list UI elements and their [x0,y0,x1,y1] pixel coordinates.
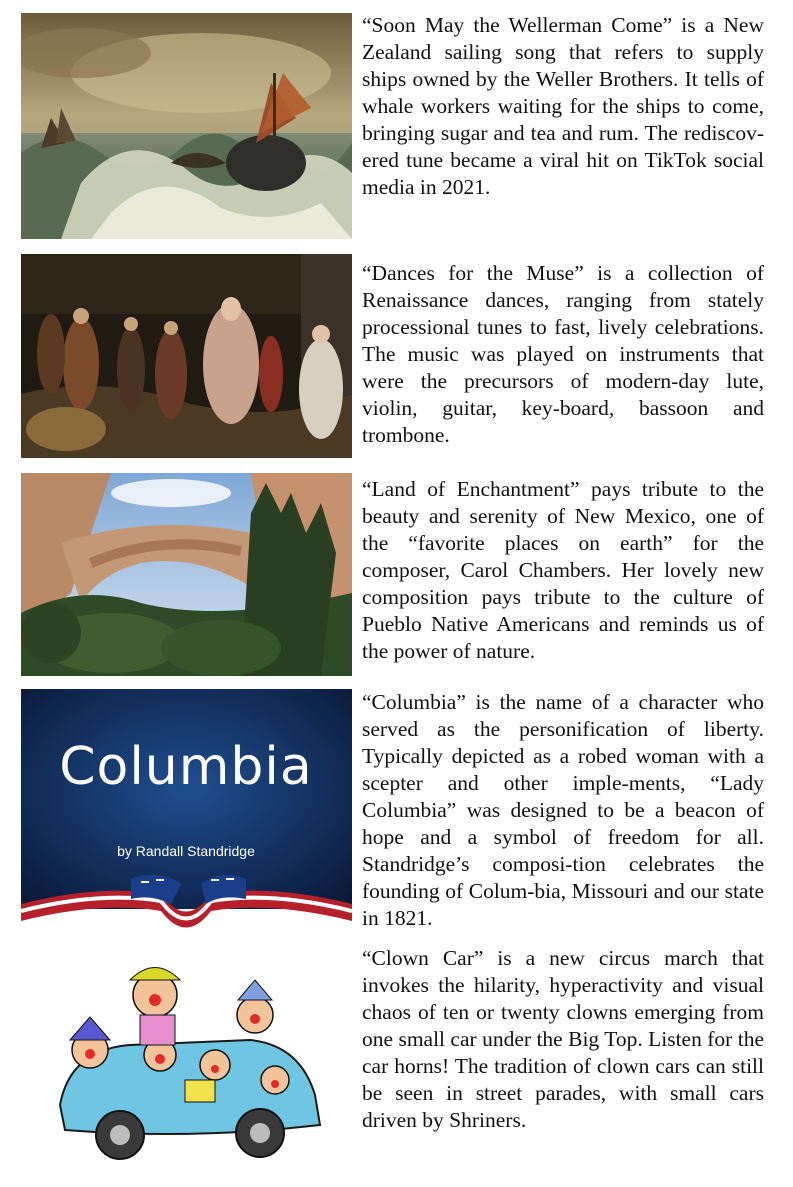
whaling-painting-image [21,13,352,239]
entry-description: “Dances for the Muse” is a collection of Renaissance dances, ranging from stately processional tunes to fast, lively celebrations. The music was played on instruments that were the precursors of modern-day lute, violin, guitar, key-board, bassoon and trombone. [362,261,764,447]
clown-car-cartoon-image [40,955,330,1165]
new-mexico-arch-photo-image [21,473,352,676]
columbia-cover-byline: by Randall Standridge [117,843,255,859]
entry-description: “Clown Car” is a new circus march that invokes the hilarity, hyperactivity and visual chaos of ten or twenty clowns emerging from one small car under the Big Top. Listen for the car horns! The tradition of clown cars can still be seen in street parades, with small cars driven by Shriners. [362,946,764,1132]
entry-description: “Soon May the Wellerman Come” is a New Zealand sailing song that refers to supply ships owned by the Weller Brothers. It tells of whale workers waiting for the ships to come, bringing sugar and tea and rum. The rediscov-ered tune became a viral hit on TikTok social media in 2021. [362,13,764,199]
columbia-cover-title: Columbia [59,737,313,797]
entry-description: “Land of Enchantment” pays tribute to the beauty and serenity of New Mexico, one of the “favorite places on earth” for the composer, Carol Chambers. Her lovely new composition pays tribute to the culture of Pueblo Native Americans and reminds us of the power of nature. [362,477,764,663]
renaissance-dance-painting-image [21,254,352,458]
entry-description: “Columbia” is the name of a character who served as the personification of liberty. Typically depicted as a robed woman with a scepter and other imple-ments, “Lady Columbia” was designed to be a beacon of hope and a symbol of freedom for all. Standridge’s composi-tion celebrates the founding of Colum-bia, Missouri and our state in 1821. [362,690,764,930]
columbia-cover-image [21,689,352,949]
